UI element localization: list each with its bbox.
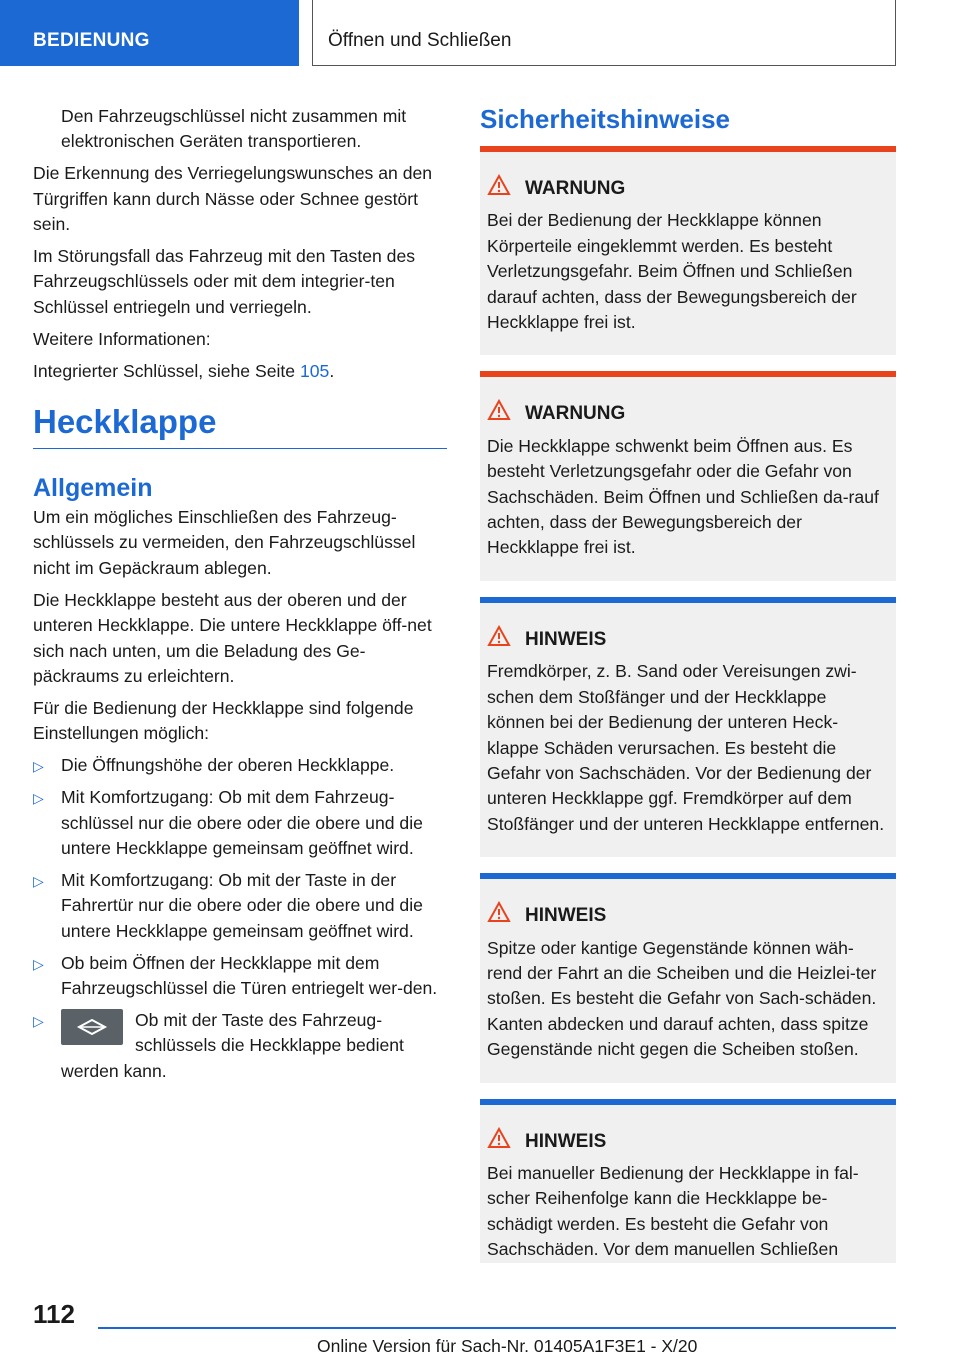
list-item (33, 868, 447, 944)
key-tailgate-button-icon (61, 1009, 123, 1045)
triangle-bullet-icon: ▷ (33, 1012, 44, 1029)
section-heading: Heckklappe (33, 402, 447, 449)
triangle-bullet-icon: ▷ (33, 955, 44, 972)
list-item (33, 951, 447, 1002)
crossref-end: . (329, 360, 335, 381)
box-title: WARNUNG (525, 178, 626, 199)
warning-triangle-icon (487, 625, 525, 654)
footer-divider (98, 1327, 896, 1329)
box-text: Bei manueller Bedienung der Heckklappe in fal-scher Reihenfolge kann die Heckklappe be-schädigt werden. Es besteht die Gefahr von Sachschäden. Vor dem manuellen Schließen (487, 1162, 859, 1260)
settings-list (33, 753, 447, 1084)
paragraph: Die Erkennung des Verriegelungswunsches an den Türgriffen kann durch Nässe oder Schnee gestört sein. (33, 163, 433, 235)
notice-box (480, 1099, 896, 1263)
box-title: HINWEIS (525, 1130, 607, 1152)
footer-version: Online Version für Sach-Nr. 01405A1F3E1 - X/20 (317, 1336, 698, 1356)
paragraph: Im Störungsfall das Fahrzeug mit den Tasten des Fahrzeugschlüssels oder mit dem integrier-ten Schlüssel entriegeln und verriegeln. (33, 246, 416, 317)
warning-triangle-icon (487, 901, 525, 930)
list-item-text: Ob beim Öffnen der Heckklappe mit dem Fahrzeugschlüssel die Türen entriegelt wer-den. (61, 952, 438, 998)
warning-box (480, 371, 896, 580)
right-column (480, 100, 896, 1279)
box-text: Die Heckklappe schwenkt beim Öffnen aus. Es besteht Verletzungsgefahr oder die Gefahr von Sachschäden. Beim Öffnen und Schließen da-rauf achten, dass der Bewegungsbereich der Heckklappe frei ist. (487, 435, 879, 558)
list-item-text: Mit Komfortzugang: Ob mit dem Fahrzeug-schlüssel nur die obere oder die obere und die untere Heckklappe gemeinsam geöffnet wird. (61, 787, 423, 858)
triangle-bullet-icon: ▷ (33, 872, 44, 889)
list-item (33, 785, 447, 861)
triangle-bullet-icon: ▷ (33, 790, 44, 807)
chapter-title: Öffnen und Schließen (312, 0, 896, 66)
safety-heading: Sicherheitshinweise (480, 104, 730, 134)
notice-box (480, 873, 896, 1082)
box-text: Fremdkörper, z. B. Sand oder Vereisungen zwi-schen dem Stoßfänger und der Heckklappe können bei der Bedienung der unteren Heck-klappe Schäden verursachen. Es besteht die Gefahr von Sachschäden. Vor der Bedienung der unteren Heckklappe ggf. Fremdkörper auf dem Stoßfänger und der unteren Heckklappe entfernen. (487, 661, 885, 834)
notice-box (480, 597, 896, 857)
page-number: 112 (33, 1299, 75, 1329)
paragraph: Die Heckklappe besteht aus der oberen und der unteren Heckklappe. Die untere Heckklappe öff-net sich nach unten, um die Beladung des Ge-päckraums zu erleichtern. (33, 589, 432, 686)
tailgate-diamond-icon (72, 1017, 112, 1037)
box-text: Spitze oder kantige Gegenstände können wäh-rend der Fahrt an die Scheiben und die Heizlei-ter stoßen. Es besteht die Gefahr von Sach-schäden. Kanten abdecken und darauf achten, dass spitze Gegenstände nicht gegen die Scheiben stoßen. (487, 937, 877, 1060)
box-title: HINWEIS (525, 905, 607, 927)
box-title: HINWEIS (525, 628, 607, 650)
paragraph: Weitere Informationen: (33, 328, 211, 349)
page-header (0, 0, 960, 66)
paragraph: Den Fahrzeugschlüssel nicht zusammen mit elektronischen Geräten transportieren. (61, 106, 407, 152)
paragraph-crossref (33, 359, 447, 384)
page-link[interactable]: 105 (299, 360, 330, 381)
section-tab: BEDIENUNG (0, 0, 299, 66)
list-item-text: Ob mit der Taste des Fahrzeug-schlüssels die Heckklappe bedient werden kann. (61, 1009, 404, 1081)
warning-triangle-icon (487, 399, 525, 428)
box-title: WARNUNG (525, 403, 626, 425)
list-item-text: Mit Komfortzugang: Ob mit der Taste in der Fahrertür nur die obere oder die obere und die untere Heckklappe gemeinsam geöffnet wird. (61, 869, 423, 941)
list-item (33, 753, 447, 778)
list-item-text: Die Öffnungshöhe der oberen Heckklappe. (61, 755, 395, 776)
subsection-heading: Allgemein (33, 474, 153, 503)
triangle-bullet-icon: ▷ (33, 758, 44, 775)
left-column (33, 104, 447, 1091)
paragraph: Für die Bedienung der Heckklappe sind folgende Einstellungen möglich: (33, 697, 414, 744)
box-text: Bei der Bedienung der Heckklappe können Körperteile eingeklemmt werden. Es besteht Verletzungsgefahr. Beim Öffnen und Schließen darauf achten, dass der Bewegungsbereich der Heckklappe frei ist. (487, 210, 857, 333)
warning-box (480, 146, 896, 355)
list-item (33, 1008, 447, 1084)
crossref-text: Integrierter Schlüssel, siehe Seite (33, 360, 300, 381)
warning-triangle-icon (487, 1127, 525, 1156)
paragraph: Um ein mögliches Einschließen des Fahrzeug-schlüssels zu vermeiden, den Fahrzeugschlüssel nicht im Gepäckraum ablegen. (33, 507, 416, 578)
warning-triangle-icon (487, 174, 525, 203)
